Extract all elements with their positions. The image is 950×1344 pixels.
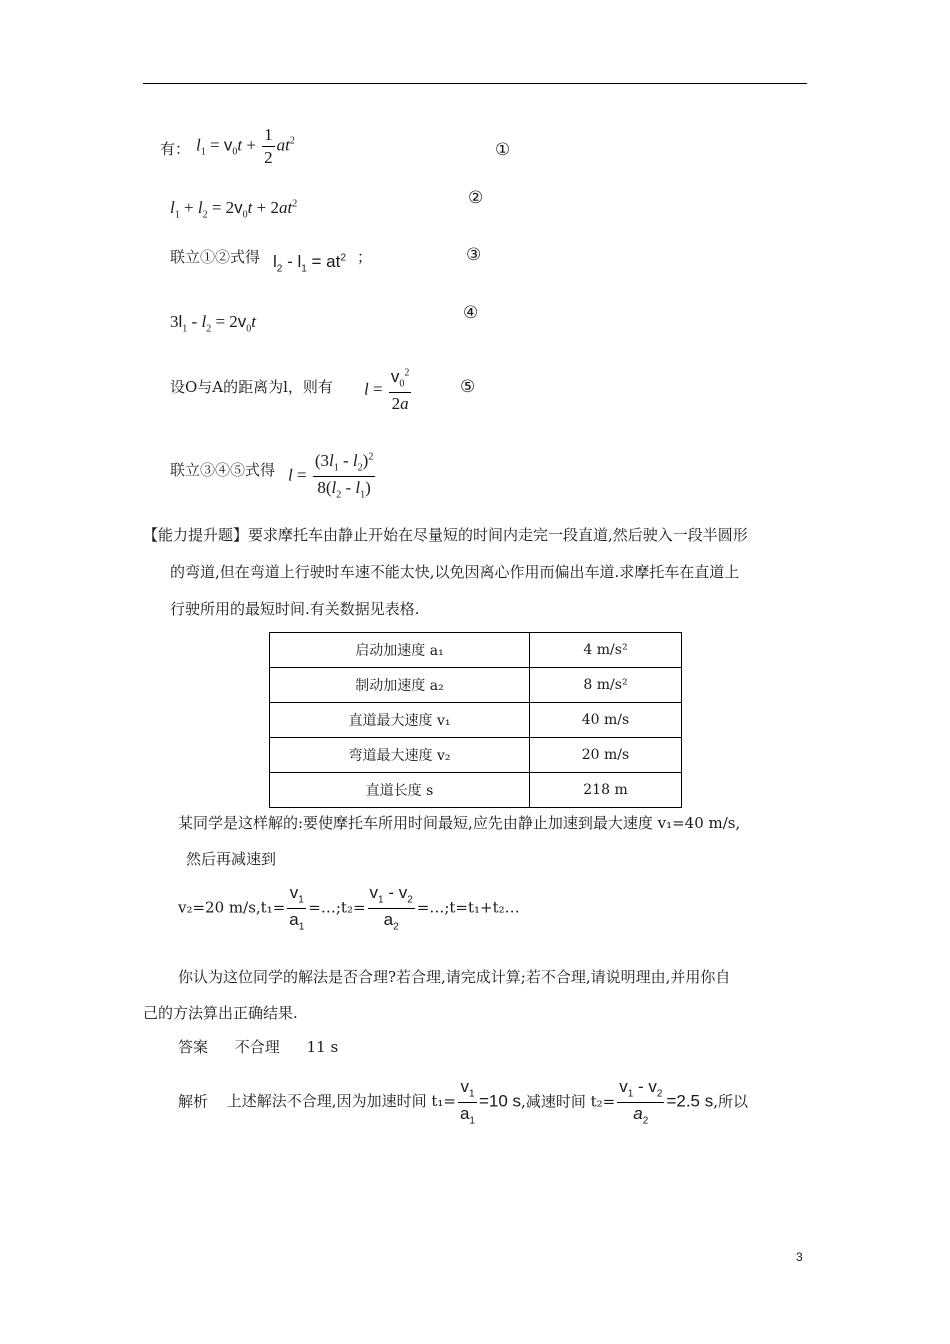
student-line-1: 某同学是这样解的:要使摩托车所用时间最短,应先由静止加速到最大速度 v₁=40 m/s, <box>178 814 741 832</box>
fraction-t2: $\frac{v_1 - v_2}{a_2}$ <box>619 1077 663 1127</box>
equation-5-marker: ⑤ <box>460 377 476 397</box>
equation-1: $l_1 = v_0t$ + $\frac{1}{2}$ $at^2$ <box>196 125 295 167</box>
equation-1-marker: ① <box>495 140 511 160</box>
equation-4: $3l_1 - l_2 = 2v_0t$ <box>170 312 257 335</box>
table-cell-value: 20 m/s <box>530 738 682 773</box>
equation-5: l = $\frac{v_0^2}{2a}$ <box>364 367 410 413</box>
table-cell-value: 8 m/s² <box>530 668 682 703</box>
fraction-v1-a1: $\frac{v_1}{a_1}$ <box>289 883 305 933</box>
equation-2-marker: ② <box>468 188 484 208</box>
table-cell-label: 弯道最大速度 v₂ <box>270 738 530 773</box>
table-row <box>270 773 682 808</box>
analysis-label: 解析 <box>178 1092 209 1111</box>
problem-tag: 【能力提升题】 <box>143 526 249 544</box>
table-cell-value: 218 m <box>530 773 682 808</box>
fraction-t1: $\frac{v_1}{a_1}$ <box>459 1077 475 1127</box>
question-line-1: 你认为这位同学的解法是否合理?若合理,请完成计算;若不合理,请说明理由,并用你自 <box>178 968 731 986</box>
table-row <box>270 738 682 773</box>
answer-line <box>178 1030 338 1064</box>
equation-3-marker: ③ <box>466 245 482 265</box>
equation-3-suffix: ； <box>357 248 373 266</box>
equation-2: $l_1 + l_2 = 2v_0t + 2at^2$ <box>170 198 298 221</box>
fraction-v1-minus-v2-a2: $\frac{v_1 - v_2}{a_2}$ <box>369 883 413 933</box>
equation-1-prefix: 有： <box>160 140 191 158</box>
table-cell-label: 直道长度 s <box>270 773 530 808</box>
page-number: 3 <box>796 1250 803 1264</box>
analysis-line: 解析 上述解法不合理,因为加速时间 t₁= $\frac{v_1}{a_1}$ =10 s,减速时间 t₂= $\frac{v_1 - v_2}{a_2}$ =2.5 s,所以 <box>178 1077 749 1127</box>
header-rule <box>143 83 807 84</box>
equation-3: $l_2 - l_1 = at^2$ <box>273 252 346 275</box>
problem-line-2: 的弯道,但在弯道上行驶时车速不能太快,以免因离心作用而偏出车道.求摩托车在直道上 <box>170 563 740 581</box>
table-cell-label: 启动加速度 a₁ <box>270 633 530 668</box>
table-cell-value: 40 m/s <box>530 703 682 738</box>
equation-6: l = $\frac{(3l_1 - l_2)^2}{8(l_2 - l_1)}$ <box>288 451 374 501</box>
problem-line-3: 行驶所用的最短时间.有关数据见表格. <box>170 600 420 618</box>
question-line-2: 己的方法算出正确结果. <box>143 1004 298 1022</box>
table-cell-label: 制动加速度 a₂ <box>270 668 530 703</box>
problem-line-1: 【能力提升题】要求摩托车由静止开始在尽量短的时间内走完一段直道,然后驶入一段半圆形 <box>143 526 748 544</box>
equation-5-prefix: 设O与A的距离为l，则有 <box>170 378 333 396</box>
answer-value: 11 s <box>306 1038 339 1056</box>
data-table <box>269 632 682 808</box>
equation-4-marker: ④ <box>463 303 479 323</box>
equation-6-prefix: 联立③④⑤式得 <box>170 461 276 479</box>
equation-3-prefix: 联立①②式得 <box>170 248 261 266</box>
student-calc: v₂=20 m/s,t₁= $\frac{v_1}{a_1}$ =…;t₂= $\frac{v_1 - v_2}{a_2}$ =…;t=t₁+t₂… <box>178 883 520 933</box>
table-row <box>270 668 682 703</box>
student-line-2: 然后再减速到 <box>186 850 277 868</box>
table-row <box>270 633 682 668</box>
answer-verdict: 不合理 <box>234 1038 280 1056</box>
table-cell-value: 4 m/s² <box>530 633 682 668</box>
table-cell-label: 直道最大速度 v₁ <box>270 703 530 738</box>
table-row <box>270 703 682 738</box>
answer-label: 答案 <box>178 1038 209 1056</box>
